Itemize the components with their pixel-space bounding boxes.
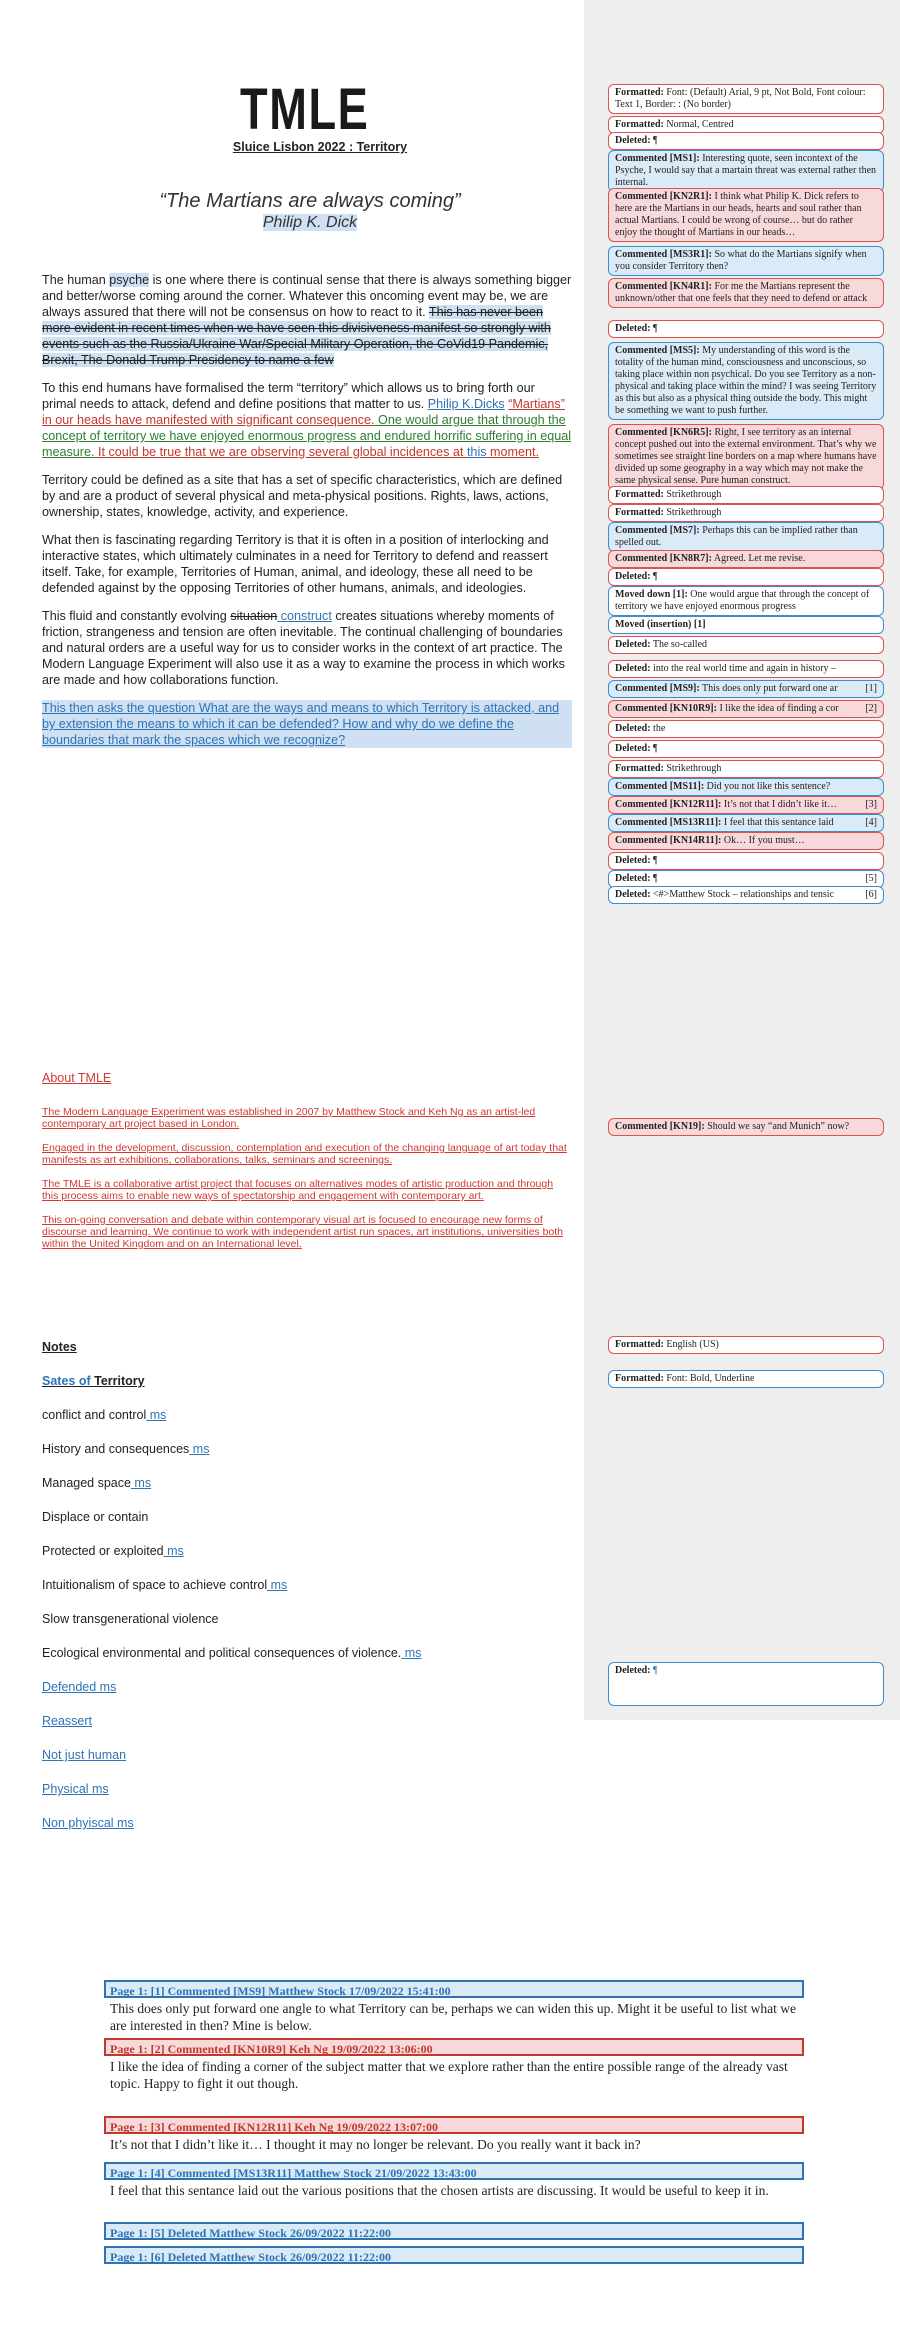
comment-balloon[interactable]: Deleted: ¶ — [608, 740, 884, 758]
author-name: Philip K. Dick — [262, 214, 358, 231]
comment-balloon[interactable]: Deleted: <#>Matthew Stock – relationships and tensic [6] — [608, 886, 884, 904]
comment-balloon[interactable]: Formatted: Strikethrough — [608, 486, 884, 504]
comment-balloon[interactable]: Moved (insertion) [1] — [608, 616, 884, 634]
endnote-text: I feel that this sentance laid out the various positions that the chosen artists are discussing. It would be useful to keep it in. — [110, 2183, 769, 2198]
comment-balloon[interactable]: Commented [MS11]: Did you not like this sentence? — [608, 778, 884, 796]
comment-balloon[interactable]: Formatted: Font: (Default) Arial, 9 pt, Not Bold, Font colour: Text 1, Border: : (No border) — [608, 84, 884, 114]
epigraph-author — [100, 214, 520, 232]
endnote-ref: [6] — [865, 889, 877, 900]
epigraph-quote: “The Martians are always coming” — [159, 190, 461, 212]
sates-heading: Sates of Territory — [42, 1374, 145, 1388]
paragraph-2[interactable]: To this end humans have formalised the term “territory” which allows us to bring forth our primal needs to attack, defend and define positions that matter to us. Philip K.Dicks “Martians” in our heads have manifested with significant consequence. One would argue that through the concept of territory we have enjoyed enormous progress and endured horrific suffering in equal measure. It could be true that we are observing several global incidences at this moment. — [42, 381, 572, 459]
notes-list-item: Ecological environmental and political consequences of violence. ms — [42, 1646, 422, 1660]
notes-link[interactable]: Non phyiscal ms — [42, 1816, 134, 1830]
comment-balloon[interactable]: Commented [KN10R9]: I like the idea of finding a cor [2] — [608, 700, 884, 718]
comment-balloon[interactable]: Deleted: ¶ [5] — [608, 870, 884, 888]
formatted-balloon[interactable]: Formatted: Font: Bold, Underline — [608, 1370, 884, 1388]
notes-list-item: conflict and control ms — [42, 1408, 167, 1422]
deleted-balloon[interactable]: Deleted: ¶ — [608, 1662, 884, 1706]
comment-balloon[interactable]: Commented [MS9]: This does only put forward one ar [1] — [608, 680, 884, 698]
comment-balloon[interactable]: Deleted: the — [608, 720, 884, 738]
comment-balloon[interactable]: Commented [MS3R1]: So what do the Martians signify when you consider Territory then? — [608, 246, 884, 276]
comment-balloon[interactable]: Commented [MS7]: Perhaps this can be implied rather than spelled out. — [608, 522, 884, 552]
comment-balloon[interactable]: Commented [KN14R11]: Ok… If you must… — [608, 832, 884, 850]
notes-list-item: Displace or contain — [42, 1510, 149, 1524]
notes-link[interactable]: Reassert — [42, 1714, 93, 1728]
notes-heading: Notes — [42, 1340, 77, 1354]
endnote-ref: [3] — [865, 799, 877, 810]
notes-list-item: Slow transgenerational violence — [42, 1612, 219, 1626]
paragraph-6[interactable]: This then asks the question What are the ways and means to which Territory is attacked, and by extension the means to which it can be defended? How and why do we define the boundaries that mark the spaces which we recognize? — [42, 700, 572, 748]
psyche-highlight[interactable]: psyche — [109, 273, 150, 287]
comment-balloon[interactable]: Deleted: ¶ — [608, 852, 884, 870]
comment-balloon[interactable]: Deleted: ¶ — [608, 320, 884, 338]
endnote-header: Page 1: [1] Commented [MS9] Matthew Stock 17/09/2022 15:41:00 — [104, 1980, 804, 1998]
paragraph-3[interactable]: Territory could be defined as a site that has a set of specific characteristics, which are defined by and are a product of several physical and meta-physical positions. Rights, laws, actions, ownership, states, knowledge, activity, and experience. — [42, 473, 563, 519]
comment-balloon[interactable]: Deleted: The so-called — [608, 636, 884, 654]
notes-link[interactable]: Defended ms — [42, 1680, 117, 1694]
notes-link[interactable]: Not just human — [42, 1748, 127, 1762]
endnote-header: Page 1: [6] Deleted Matthew Stock 26/09/2022 11:22:00 — [104, 2246, 804, 2264]
comment-balloon[interactable]: Commented [KN6R5]: Right, I see territory as an internal concept pushed out into the external environment. That’s why we sometimes see straight line borders on a map where humans have divided up some geography in a way which may not make the same physical sense. Pure human construct. — [608, 424, 884, 490]
endnote-header: Page 1: [3] Commented [KN12R11] Keh Ng 19/09/2022 13:07:00 — [104, 2116, 804, 2134]
about-para-2: Engaged in the development, discussion, contemplation and execution of the changing language of art today that manifests as art exhibitions, collaborations, talks, seminars and screenings. — [42, 1142, 567, 1166]
comment-balloon[interactable]: Deleted: ¶ — [608, 568, 884, 586]
endnote-ref: [5] — [865, 873, 877, 884]
comment-balloon[interactable]: Commented [KN19]: Should we say “and Munich” now? — [608, 1118, 884, 1136]
comment-balloon[interactable]: Formatted: Strikethrough — [608, 760, 884, 778]
document-subtitle: Sluice Lisbon 2022 : Territory — [232, 140, 408, 154]
formatted-balloon[interactable]: Formatted: English (US) — [608, 1336, 884, 1354]
about-para-3: The TMLE is a collaborative artist project that focuses on alternatives modes of artistic production and through this process aims to enable new ways of spectatorship and engagement with contemporary art. — [42, 1178, 554, 1202]
comment-balloon[interactable]: Commented [KN12R11]: It’s not that I didn’t like it… [3] — [608, 796, 884, 814]
about-para-1: The Modern Language Experiment was established in 2007 by Matthew Stock and Keh Ng as an artist-led contemporary art project based in London. — [42, 1106, 536, 1130]
endnote-ref: [4] — [865, 817, 877, 828]
comment-balloon[interactable]: Commented [MS5]: My understanding of this word is the totality of the human mind, consciousness and unconscious, so taking place within non psychical. Do you see Territory as a non-physical and taking place within the mind? I was seeing Territory as this but also as a physical thing outside the body. This might be something we want to push further. — [608, 342, 884, 420]
paragraph-1[interactable]: The human psyche is one where there is continual sense that there is always something bigger and better/worse coming around the corner. Whatever this oncoming event may be, we are always assured that there will not be consensus on how to react to it. This has never been more evident in recent times when we have seen this divisiveness manifest so strongly with events such as the Russia/Ukraine War/Special Military Operation, the CoVid19 Pandemic, Brexit, The Donald Trump Presidency to name a few — [42, 273, 572, 367]
comment-balloon[interactable]: Moved down [1]: One would argue that through the concept of territory we have enjoyed enormous progress — [608, 586, 884, 616]
endnote-header: Page 1: [4] Commented [MS13R11] Matthew Stock 21/09/2022 13:43:00 — [104, 2162, 804, 2180]
endnote-ref: [2] — [865, 703, 877, 714]
endnote-header: Page 1: [5] Deleted Matthew Stock 26/09/2022 11:22:00 — [104, 2222, 804, 2240]
comment-balloon[interactable]: Commented [MS13R11]: I feel that this sentance laid [4] — [608, 814, 884, 832]
tmle-logo: TMLE — [240, 77, 370, 142]
struck-text[interactable]: This has never been more evident in recent times when we have seen this divisiveness manifest so strongly with events such as the Russia/Ukraine War/Special Military Operation, the CoVid19 Pandemic, Brexit, The Donald Trump Presidency to name a few — [42, 305, 551, 367]
body-text[interactable] — [42, 272, 572, 760]
comment-balloon[interactable]: Commented [KN4R1]: For me the Martians represent the unknown/other that one feels that they need to defend or attack — [608, 278, 884, 308]
comment-balloon[interactable]: Commented [MS1]: Interesting quote, seen incontext of the Psyche, I would say that a martain threat was external rather then internal. — [608, 150, 884, 192]
comment-balloon[interactable]: Commented [KN2R1]: I think what Philip K. Dick refers to here are the Martians in our heads, hearts and soul rather than actual Martians. I could be wrong of course… but do rather enjoy the thought of Martians in our heads… — [608, 188, 884, 242]
endnote-header: Page 1: [2] Commented [KN10R9] Keh Ng 19/09/2022 13:06:00 — [104, 2038, 804, 2056]
about-heading: About TMLE — [42, 1071, 112, 1085]
notes-list-item: Managed space ms — [42, 1476, 152, 1490]
notes-link[interactable]: Physical ms — [42, 1782, 109, 1796]
notes-list-item: History and consequences ms — [42, 1442, 210, 1456]
notes-list-item: Protected or exploited ms — [42, 1544, 184, 1558]
endnote-ref: [1] — [865, 683, 877, 694]
comment-balloon[interactable]: Formatted: Normal, Centred — [608, 116, 884, 134]
paragraph-4[interactable]: What then is fascinating regarding Territory is that it is often in a position of interlocking and interactive states, which ultimately culminates in a need for Territory to defend and reassert itself. Take, for example, Territories of Human, animal, and ideology, these all need to be defended against by the opposing Territories of other humans, animals, and ideologies. — [42, 533, 549, 595]
comment-balloon[interactable]: Deleted: ¶ — [608, 132, 884, 150]
endnote-text: It’s not that I didn’t like it… I thought it may no longer be relevant. Do you really want it back in? — [110, 2137, 641, 2152]
endnote-text: This does only put forward one angle to what Territory can be, perhaps we can widen this up. Might it be useful to list what we are interested in then? Mine is below. — [110, 2001, 797, 2033]
paragraph-5[interactable]: This fluid and constantly evolving situation construct creates situations whereby moments of friction, strangeness and tension are often inevitable. The continual challenging of boundaries and natural orders are a useful way for us to consider works in the context of art practice. The Modern Language Experiment will also use it as a way to examine the process in which works are made and how collaborations function. — [42, 609, 565, 687]
endnote-text: I like the idea of finding a corner of the subject matter that we explore rather than the entire possible range of the already vast topic. Happy to fight it out though. — [110, 2059, 788, 2091]
comment-balloon[interactable]: Commented [KN8R7]: Agreed. Let me revise. — [608, 550, 884, 568]
notes-list-item: Intuitionalism of space to achieve control ms — [42, 1578, 288, 1592]
moved-text[interactable]: One would argue that through the concept of territory we have enjoyed enormous progress and endured horrific suffering in equal measure. — [42, 413, 572, 459]
comment-balloon[interactable]: Formatted: Strikethrough — [608, 504, 884, 522]
about-para-4: This on-going conversation and debate within contemporary visual art is focused to encourage new forms of discourse and learning. We continue to work with independent artist run spaces, art institutions, universities both within the United Kingdom and on an International level. — [42, 1214, 564, 1250]
comment-balloon[interactable]: Deleted: into the real world time and again in history – — [608, 660, 884, 678]
